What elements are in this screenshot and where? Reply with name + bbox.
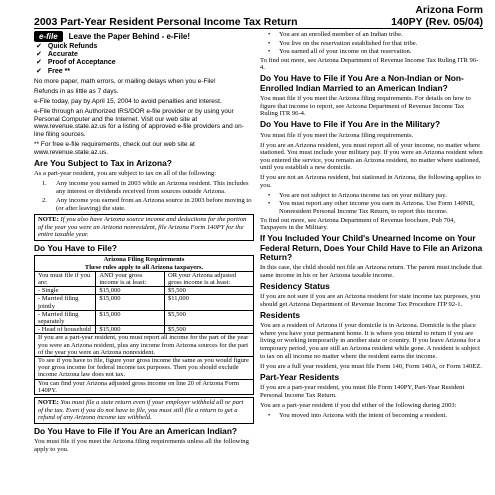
heading-military: Do You Have to File if You Are in the Military? [260,119,441,130]
body-text: To find out more, see Arizona Department of Revenue brochure, Pub 704, Taxpayers in the Military. [260,216,456,232]
body-text: To find out more, see Arizona Department of Revenue Income Tax Ruling ITR 96-4. [260,56,479,72]
table-note-row: To see if you have to file, figure your gross income the same as you would figure your gross income for federal income tax purposes. Then you should exclude income Arizona law does not tax. [35,356,254,379]
bullet-icon: • [268,200,271,208]
bullet-item: • You are an enrolled member of an Indian tribe. [268,31,403,38]
left-column [34,31,254,456]
body-text: You must file if you meet the Arizona filing requirements unless all the following apply to you. [34,438,249,453]
form-number: 140PY (Rev. 05/04) [391,16,483,28]
bullet-item: • You earned all of your income on that reservation. [268,48,412,56]
body-text: You are a resident of Arizona if your domicile is in Arizona. Domicile is the place where you have your permanent home. It is where you intend to return if you are living or working temporarily in another state or country. If you leave Arizona for a temporary period, you are still an Arizona resident while gone. A resident is subject to tax on all income no matter where the resident earns the income. [260,322,481,360]
efile-paragraph: e-File today, pay by April 15, 2004 to avoid penalties and interest. [34,98,222,105]
efile-paragraph: e-File through an Authorized IRS/DOR e-file provider or by using your Personal Computer and the Internet. Visit our web site at www.revenue.state.az.us for a listing of approved e-file providers and on-line filing sources. [34,108,244,138]
bullet-icon: • [268,48,271,56]
table-row: - Single $15,000 $5,500 [35,287,254,295]
checklist-item: ✔ Proof of Acceptance [36,59,116,67]
form-identifier [391,4,483,28]
numbered-item: 2. Any income you earned from an Arizona source in 2003 before moving to (or after leaving) the state. [42,197,252,212]
checklist-item: ✔ Accurate [36,51,78,59]
heading-child-unearned-income: If You Included Your Child's Unearned Income on Your Federal Return, Does Your Child Have to File an Arizona Return? [260,233,483,262]
checklist-item: ✔ Quick Refunds [36,43,98,50]
body-text: If you are an Arizona resident, you must report all of your income, no matter where stationed. You must include your military pay. If you were an Arizona resident when you entered the service, you remain an Arizona resident, no matter where stationed, until you establish a new domicile. [260,141,483,172]
table-note-row: If you are a part-year resident, you must report all income for the part of the year you were an Arizona resident, plus any income from Arizona sources for the part of the year you were an Arizona nonresident. [35,334,254,357]
table-header-row: You must file if you are: AND your gross income is at least: OR your Arizona adjusted gross income is at least: [35,271,254,286]
table-row: - Married filing jointly $15,000 $11,000 [35,295,254,310]
table-title: Arizona Filing Requirements These rules apply to all Arizona taxpayers. [35,256,254,271]
efile-paragraph: No more paper, math errors, or mailing delays when you e-File! [34,77,216,85]
heading-american-indian: Do You Have to File if You Are an American Indian? [34,425,238,436]
checkmark-icon: ✔ [36,59,42,67]
body-text: In this case, the child should not file an Arizona return. The parent must include that same income in his or her Arizona taxable income. [260,264,482,279]
bullet-icon: • [268,411,271,419]
heading-subject-to-tax: Are You Subject to Tax in Arizona? [34,157,172,168]
body-text: If you are a part-year resident, you must file Form 140PY, Part-Year Resident Personal Income Tax Return. [260,384,465,399]
header-rule [34,28,483,29]
efile-paragraph: Refunds in as little as 7 days. [34,87,119,95]
note-box: NOTE: You must file a state return even if your employer withheld all or part of the tax. Even if you do not have to file, you must still file a return to get a refund of any Arizona income tax withheld. [34,397,254,424]
checkmark-icon: ✔ [36,51,42,59]
checkmark-icon: ✔ [36,43,42,50]
bullet-item: • You must report any other income you earn in Arizona. Use Form 140NR, Nonresident Personal Income Tax Return, to report this income. [268,200,475,216]
bullet-icon: • [268,31,271,38]
heading-residency-status: Residency Status [260,280,330,291]
body-text: As a part-year resident, you are subject to tax on all of the following: [34,170,217,178]
body-text: If you are not an Arizona resident, but stationed in Arizona, the following applies to you. [260,174,481,189]
heading-part-year-residents: Part-Year Residents [260,371,340,382]
document-title: 2003 Part-Year Resident Personal Income Tax Return [34,16,298,28]
body-text: If you are a full year resident, you must file Form 140, Form 140A, or Form 140EZ. [260,362,482,370]
efile-paragraph: ** For free e-file requirements, check out our web site at www.revenue.state.az.us. [34,140,195,156]
checkmark-icon: ✔ [36,67,42,75]
right-column [260,31,483,420]
bullet-item: • You moved into Arizona with the intent of becoming a resident. [268,411,447,419]
bullet-item: • You are not subject to Arizona income tax on your military pay. [268,191,447,199]
body-text: You must file if you meet the Arizona filing requirements. For details on how to figure that income to report, see Arizona Department of Revenue Income Tax Ruling ITR 96-4. [260,95,471,118]
numbered-item: 1. Any income you earned in 2003 while an Arizona resident. This includes any interest or dividends received from sources outside Arizona. [42,180,249,195]
table-note-row: You can find your Arizona adjusted gross income on line 20 of Arizona Form 140PY. [35,379,254,394]
body-text: You are a part-year resident if you did either of the following during 2003: [260,401,457,409]
heading-do-you-have-to-file: Do You Have to File? [34,242,117,253]
body-text: If you are not sure if you are an Arizona resident for state income tax purposes, you should get Arizona Department of Revenue Income Tax Procedure ITP 92-1. [260,293,481,308]
bullet-item: • You live on the reservation established for that tribe. [268,39,418,47]
filing-requirements-table [34,255,254,395]
table-row: - Head of household $15,000 $5,500 [35,326,254,334]
heading-non-enrolled: Do You Have to File if You Are a Non-Indian or Non-Enrolled Indian Married to an American Indian? [260,73,464,93]
form-title: Arizona Form [415,4,483,16]
efile-logo: e-file [34,31,63,42]
efile-tagline: Leave the Paper Behind - e-File! [68,32,191,41]
checklist-item: ✔ Free ** [36,67,71,75]
heading-residents: Residents [260,309,301,320]
body-text: You must file if you meet the Arizona filing requirements. [260,131,414,139]
note-box: NOTE: If you also have Arizona source income and deductions for the portion of the year you were an Arizona nonresident, file Arizona Form 140PY for the entire taxable year. [34,214,254,241]
table-row: - Married filing separately $15,000 $5,500 [35,310,254,325]
bullet-icon: • [268,39,271,47]
efile-checklist [36,43,254,76]
bullet-icon: • [268,191,271,199]
efile-banner [34,31,254,42]
